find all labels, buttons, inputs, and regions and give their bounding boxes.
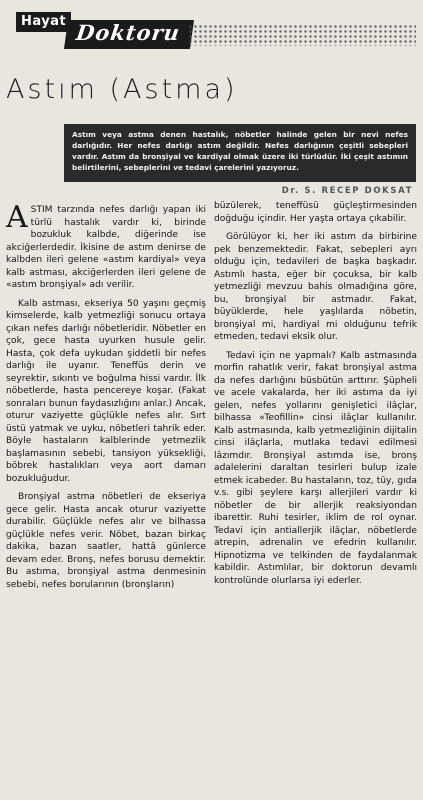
section-label-doktoru: Doktoru <box>64 20 194 49</box>
section-label-hayat: Hayat <box>16 12 71 32</box>
author-byline: Dr. S. RECEP DOKSAT <box>281 186 413 196</box>
left-paragraph-1-text: STIM tarzında nefes darlığı yapan iki türlü hastalık vardır ki, birinde bozukluk kalbde, diğerinde ise akciğerlerdedir. İkisine de astım denirse de kalbden ileri gelene «astım kardiyal» veya kalb astması, akciğerlerden ileri gelene de «astım bronşiyal» adı verilir. <box>6 205 206 290</box>
right-paragraph-1: büzülerek, teneffüsü güçleştirmesinden doğduğu içindir. Her yaşta ortaya çıkabilir. <box>214 201 417 224</box>
masthead <box>6 6 418 52</box>
left-paragraph-2: Kalb astması, ekseriya 50 yaşını geçmiş kimselerde, kalb yetmezliği sonucu ortaya çıkan nefes darlığı nöbetleridir. Nöbetler en çok, gece hasta uyurken husule gelir. Hasta, çok defa uykudan şiddetli bir nefes darlığı ile uyanır. Teneffüs derin ve seyrektir, sıkıntı ve boğulma hissi vardır. İlk nöbetlerde, hasta pencereye koşar. (Fakat sonraları bunun faydasızlığını anlar.) Ancak, oturur vaziyette güçlükle nefes alır. Sırt üstü yatmak ve uyku, nöbetleri tahrik eder. Böyle hastaların kalblerinde yetmezlik başlamasının sebebi, tansiyon yüksekliği, böbrek hastalıkları veya aort damarı bozukluğudur. <box>6 298 206 484</box>
left-paragraph-1 <box>6 200 206 292</box>
drop-cap: A <box>6 200 28 235</box>
halftone-dot-pattern <box>188 24 416 46</box>
right-paragraph-2: Görülüyor ki, her iki astım da birbirine pek benzemektedir. Fakat, sebepleri ayrı olduğu için, tedavileri de başka başkadır. Astımlı hasta, eğer bir çocuksa, bir kalb yetmezliği mevzuu bahis olmadığına göre, bu, bronşiyal bir astmadır. Fakat, büyüklerde, hele yaşlılarda nöbetin, bronşiyal mi, hardiyal mi olduğunu tefrik etmeden, tedavi eksik olur. <box>214 232 417 342</box>
article-title: Astım (Astma) <box>6 74 238 105</box>
intro-box: Astım veya astma denen hastalık, nöbetler halinde gelen bir nevi nefes darlığıdır. Her nefes darlığı astım değildir. Nefes darlığının çeşitli sebepleri vardır. Astım da bronşiyal ve kardiyal olmak üzere iki türlüdür. İki çeşit astımın belirtilerini, sebeplerini ve tedavi çarelerini yazıyoruz. <box>64 124 416 182</box>
right-paragraph-3: Tedavi için ne yapmalı? Kalb astmasında morfin rahatlık verir, fakat bronşiyal astma da nefes darlığını büsbütün arttırır. Şüpheli ve acele vakalarda, her iki astıma da iyi gelen, nefes yollarını genişletici ilâçlar, bilhassa «Teofillin» cinsi ilâçlar kullanılır. Kalb astmasında, kalb yetmezliğinin dijitalin cinsi ilâçlarla, mutlaka tedavi edilmesi lâzımdır. Bronşiyal astımda ise, bronş adalelerini daraltan tesirleri bulup izale etmek icabeder. Bu hastaların, toz, tüy, gıda v.s. gibi şeylere karşı allerjileri vardır ki nöbetler de bir allerjik reaksiyondan ibarettir. Ruhi tesirler, iklim de rol oynar. Tedavi için antiallerjik ilâçlar, nöbetlerde atrepin, adrenalin ve efedrin kullanılır. Hipnotizma ve telkinden de faydalanmak kabildir. Astımlılar, bir doktorun devamlı kontrolünde olurlarsa iyi ederler. <box>214 350 417 586</box>
right-column <box>214 200 417 593</box>
left-column <box>6 200 206 597</box>
left-paragraph-3: Bronşiyal astma nöbetleri de ekseriya gece gelir. Hasta ancak oturur vaziyette durabilir. Güçlükle nefes alır ve bilhassa güçlükle nefes verir. Nöbet, bazan birkaç dakika, bazan saatler, hattâ günlerce devam eder. Bronş, nefes borusu demektir. Bu astıma, bronşiyal astma denmesinin sebebi, nefes borularının (bronşların) <box>6 492 206 590</box>
